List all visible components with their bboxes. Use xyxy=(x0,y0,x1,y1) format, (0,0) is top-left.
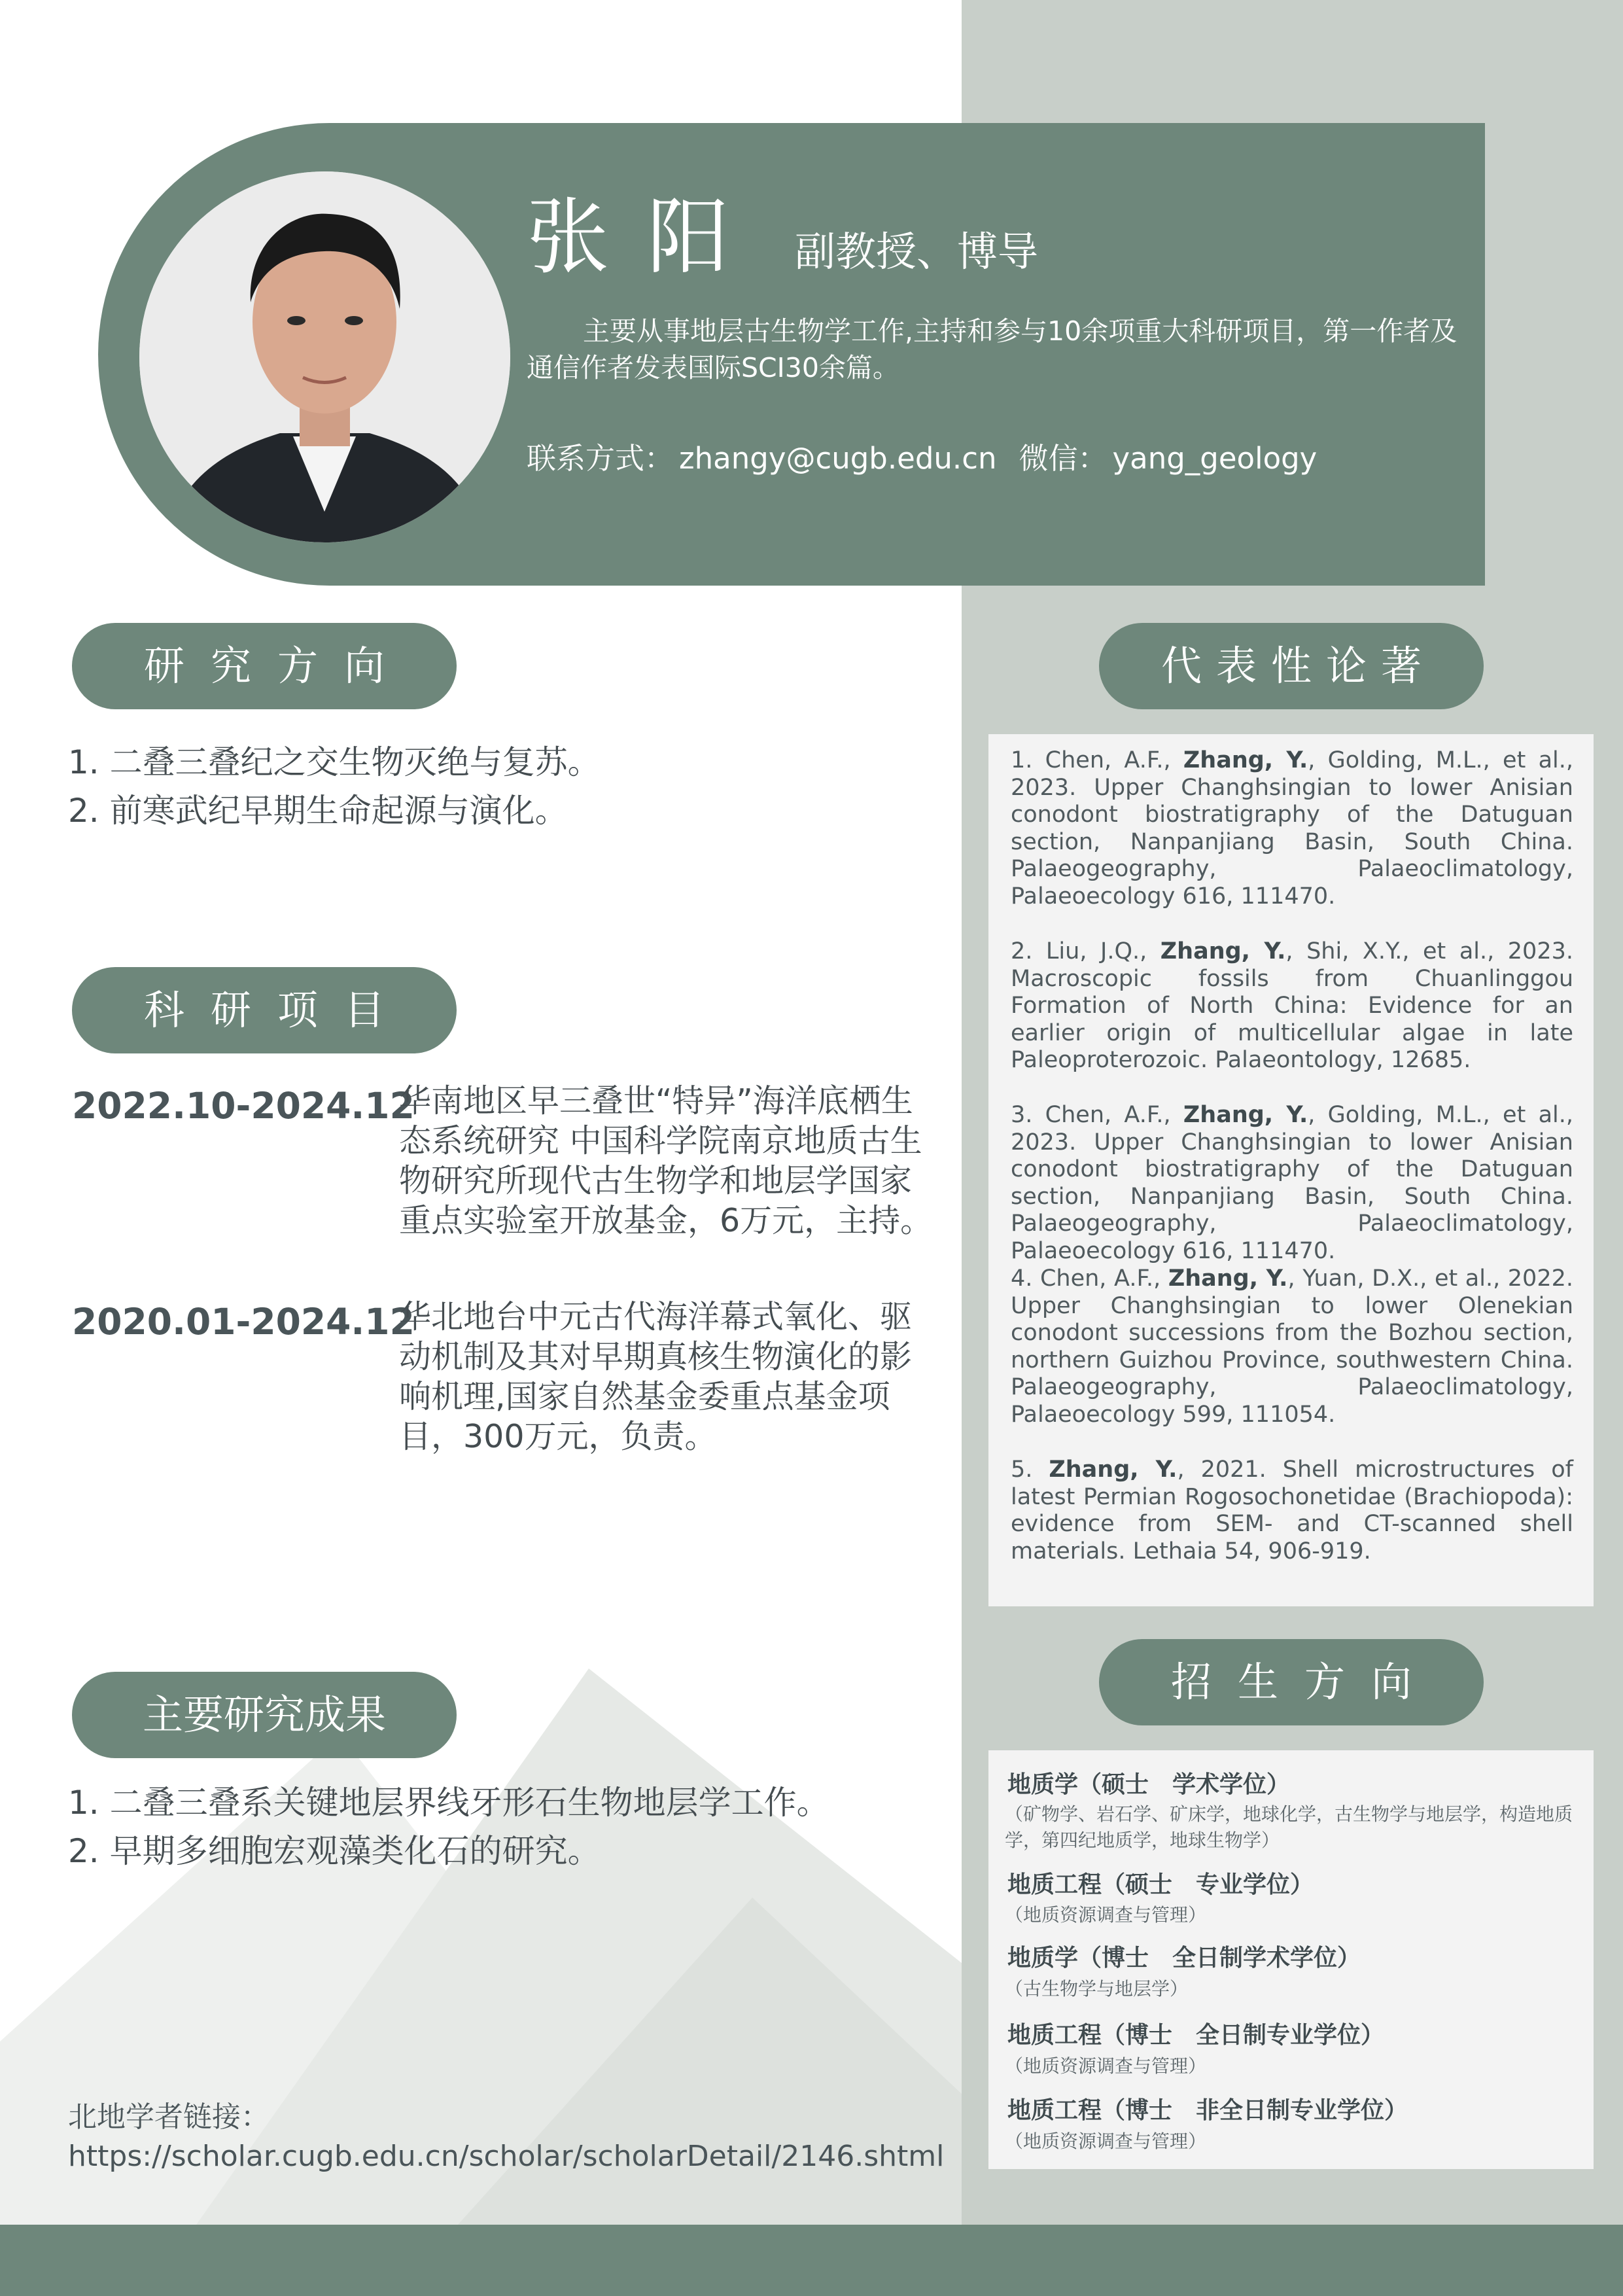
intro-text: 主要从事地层古生物学工作,主持和参与10余项重大科研项目，第一作者及通信作者发表国际SCI30余篇。 xyxy=(527,315,1457,383)
person-portrait-icon xyxy=(139,171,510,542)
highlighted-author: Zhang, Y. xyxy=(1160,938,1286,964)
publication-item: 1. Chen, A.F., Zhang, Y., Golding, M.L., et al., 2023. Upper Changhsingian to lower Anisian conodont biostratigraphy of the Datuguan section, Nanpanjiang Basin, South China. Palaeogeography, Palaeoclimatology, Palaeoecology 616, 111470. xyxy=(1011,747,1573,910)
admission-degree: 地质工程（硕士 专业学位） xyxy=(1007,1871,1314,1898)
admission-majors: （矿物学、岩石学、矿床学，地球化学，古生物学与地层学，构造地质学，第四纪地质学，地球生物学） xyxy=(1005,1803,1573,1851)
email-link[interactable]: zhangy@cugb.edu.cn xyxy=(679,441,997,476)
results-list xyxy=(68,1778,829,1875)
project-description: 华北地台中元古代海洋幕式氧化、驱动机制及其对早期真核生物演化的影响机理,国家自然基金委重点基金项目，300万元，负责。 xyxy=(399,1298,913,1455)
highlighted-author: Zhang, Y. xyxy=(1183,747,1308,773)
scholar-link-label: 北地学者链接： xyxy=(68,2100,270,2134)
publication-item: 4. Chen, A.F., Zhang, Y., Yuan, D.X., et al., 2022. Upper Changhsingian to lower Olenekian conodont successions from the Bozhou section, northern Guizhou Province, southwestern China. Palaeogeography, Palaeoclimatology, Palaeoecology 599, 111054. xyxy=(1011,1265,1573,1428)
project-date: 2020.01-2024.12 xyxy=(72,1301,415,1343)
admission-majors: （地质资源调查与管理） xyxy=(1005,1904,1207,1926)
project-description: 华南地区早三叠世“特异”海洋底栖生态系统研究 中国科学院南京地质古生物研究所现代古生物学和地层学国家重点实验室开放基金，6万元，主持。 xyxy=(399,1082,933,1239)
highlighted-author: Zhang, Y. xyxy=(1168,1265,1288,1292)
person-name: 张阳 xyxy=(527,189,767,285)
admission-majors: （地质资源调查与管理） xyxy=(1005,2055,1207,2077)
bottom-band xyxy=(0,2225,1623,2296)
list-item: 2. 早期多细胞宏观藻类化石的研究。 xyxy=(68,1832,601,1870)
highlighted-author: Zhang, Y. xyxy=(1183,1102,1308,1128)
projects-heading: 科研项目 xyxy=(72,967,457,1053)
admission-degree: 地质学（硕士 学术学位） xyxy=(1007,1771,1291,1798)
publication-item: 3. Chen, A.F., Zhang, Y., Golding, M.L., et al., 2023. Upper Changhsingian to lower Anisian conodont biostratigraphy of the Datuguan section, Nanpanjiang Basin, South China. Palaeogeography, Palaeoclimatology, Palaeoecology 616, 111470. xyxy=(1011,1102,1573,1264)
admission-degree: 地质工程（博士 非全日制专业学位） xyxy=(1007,2097,1408,2124)
scholar-link[interactable]: https://scholar.cugb.edu.cn/scholar/scholarDetail/2146.shtml xyxy=(68,2140,945,2173)
admissions-heading: 招生方向 xyxy=(1099,1639,1484,1725)
list-item: 2. 前寒武纪早期生命起源与演化。 xyxy=(68,792,568,830)
avatar xyxy=(139,171,510,542)
admission-majors: （古生物学与地层学） xyxy=(1005,1978,1189,2000)
person-title: 副教授、博导 xyxy=(795,228,1039,275)
wechat-id: yang_geology xyxy=(1112,441,1318,476)
admission-majors: （地质资源调查与管理） xyxy=(1005,2130,1207,2152)
list-item: 1. 二叠三叠纪之交生物灭绝与复苏。 xyxy=(68,743,601,781)
list-item: 1. 二叠三叠系关键地层界线牙形石生物地层学工作。 xyxy=(68,1784,829,1822)
admission-degree: 地质学（博士 全日制学术学位） xyxy=(1007,1945,1361,1971)
research-list xyxy=(68,738,601,835)
admission-degree: 地质工程（博士 全日制专业学位） xyxy=(1007,2022,1385,2049)
results-heading: 主要研究成果 xyxy=(72,1672,457,1758)
project-date: 2022.10-2024.12 xyxy=(72,1085,415,1127)
publications-heading: 代表性论著 xyxy=(1099,623,1484,709)
contact-label: 联系方式： xyxy=(527,441,674,476)
publication-item: 5. Zhang, Y., 2021. Shell microstructures of latest Permian Rogosochonetidae (Brachiopoda): evidence from SEM- and CT-scanned shell materials. Lethaia 54, 906-919. xyxy=(1011,1457,1574,1564)
wechat-label: 微信： xyxy=(1019,441,1108,476)
research-heading: 研究方向 xyxy=(72,623,457,709)
contact-line xyxy=(527,441,1322,476)
publication-item: 2. Liu, J.Q., Zhang, Y., Shi, X.Y., et al., 2023. Macroscopic fossils from Chuanlinggou Formation of North China: Evidence for an earlier origin of multicellular algae in late Paleoproterozoic. Palaeontology, 12685. xyxy=(1011,938,1573,1073)
highlighted-author: Zhang, Y. xyxy=(1049,1457,1178,1483)
